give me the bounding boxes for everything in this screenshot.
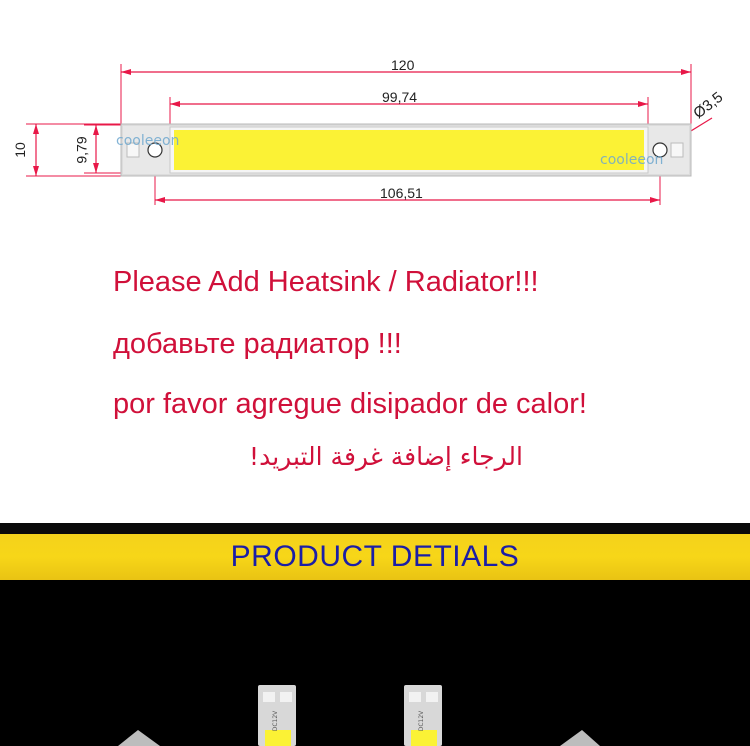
- dim-hole-spacing: 106,51: [380, 185, 423, 201]
- watermark-right: cooleeon: [600, 152, 664, 168]
- warning-russian: добавьте радиатор !!!: [113, 328, 402, 360]
- chip-label-left: DC12V: [272, 710, 279, 732]
- warning-english: Please Add Heatsink / Radiator!!!: [113, 266, 539, 298]
- warning-spanish: por favor agregue disipador de calor!: [113, 388, 587, 420]
- led-chip-edge-right: [560, 730, 600, 746]
- product-details-title: PRODUCT DETIALS: [230, 540, 520, 573]
- dim-cob-height: 9,79: [73, 136, 90, 164]
- dim-total-length: 120: [391, 57, 415, 73]
- warning-arabic: الرجاء إضافة غرفة التبريد!: [249, 442, 523, 471]
- solder-pad-right: [671, 143, 683, 157]
- product-photo: [0, 580, 750, 746]
- banner-top-strip: [0, 523, 750, 534]
- chip-label-right: DC12V: [418, 710, 425, 732]
- cob-strip: [174, 130, 644, 170]
- led-chip-edge-left: [118, 730, 160, 746]
- dim-hole-diameter: Ø3,5: [690, 88, 727, 123]
- dim-total-height: 10: [11, 142, 28, 158]
- dim-cob-length: 99,74: [382, 89, 418, 105]
- watermark-left: cooleeon: [116, 133, 180, 149]
- dimension-diagram: [0, 0, 750, 240]
